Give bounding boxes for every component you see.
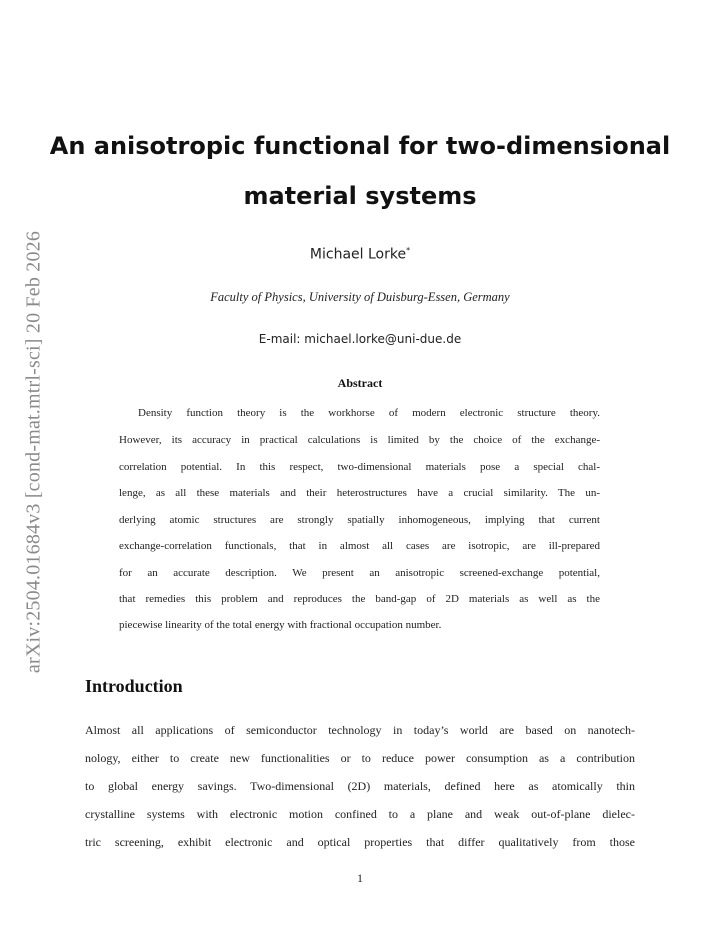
body-text-line: Almost all applications of semiconductor technology in today’s world are based on nanotech- xyxy=(85,723,635,737)
author-footnote-mark: * xyxy=(406,246,411,255)
body-text-line: crystalline systems with electronic motion confined to a plane and weak out-of-plane dielec- xyxy=(85,807,635,821)
paper-title-line-2: material systems xyxy=(243,182,477,210)
page-number: 1 xyxy=(357,871,363,885)
abstract-line: However, its accuracy in practical calculations is limited by the choice of the exchange- xyxy=(119,434,600,446)
abstract-line: lenge, as all these materials and their heterostructures have a crucial similarity. The un- xyxy=(119,487,600,499)
arxiv-identifier-text: arXiv:2504.01684v3 [cond-mat.mtrl-sci] 20 Feb 2026 xyxy=(22,230,45,674)
section-heading-introduction: Introduction xyxy=(85,676,183,696)
abstract-line: correlation potential. In this respect, two-dimensional materials pose a special chal- xyxy=(119,461,600,473)
abstract-line: piecewise linearity of the total energy with fractional occupation number. xyxy=(119,619,442,631)
author xyxy=(0,246,720,263)
paper-title-line-1: An anisotropic functional for two-dimensional xyxy=(49,132,671,160)
abstract-line: Density function theory is the workhorse of modern electronic structure theory. xyxy=(138,407,600,419)
author-name: Michael Lorke xyxy=(309,246,407,263)
abstract-line: exchange-correlation functionals, that in almost all cases are isotropic, are ill-prepared xyxy=(119,540,600,552)
body-text-line: to global energy savings. Two-dimensional (2D) materials, defined here as atomically thin xyxy=(85,779,635,793)
abstract-line: for an accurate description. We present an anisotropic screened-exchange potential, xyxy=(119,567,600,579)
abstract-line: that remedies this problem and reproduces the band-gap of 2D materials as well as the xyxy=(119,593,600,605)
body-text-line: nology, either to create new functionalities or to reduce power consumption as a contribution xyxy=(85,751,635,765)
affiliation: Faculty of Physics, University of Duisburg-Essen, Germany xyxy=(210,290,510,304)
body-text-line: tric screening, exhibit electronic and optical properties that differ qualitatively from those xyxy=(85,835,635,849)
abstract-line: derlying atomic structures are strongly spatially inhomogeneous, implying that current xyxy=(119,514,600,526)
abstract-heading: Abstract xyxy=(337,376,383,390)
author-email: E-mail: michael.lorke@uni-due.de xyxy=(258,332,462,346)
